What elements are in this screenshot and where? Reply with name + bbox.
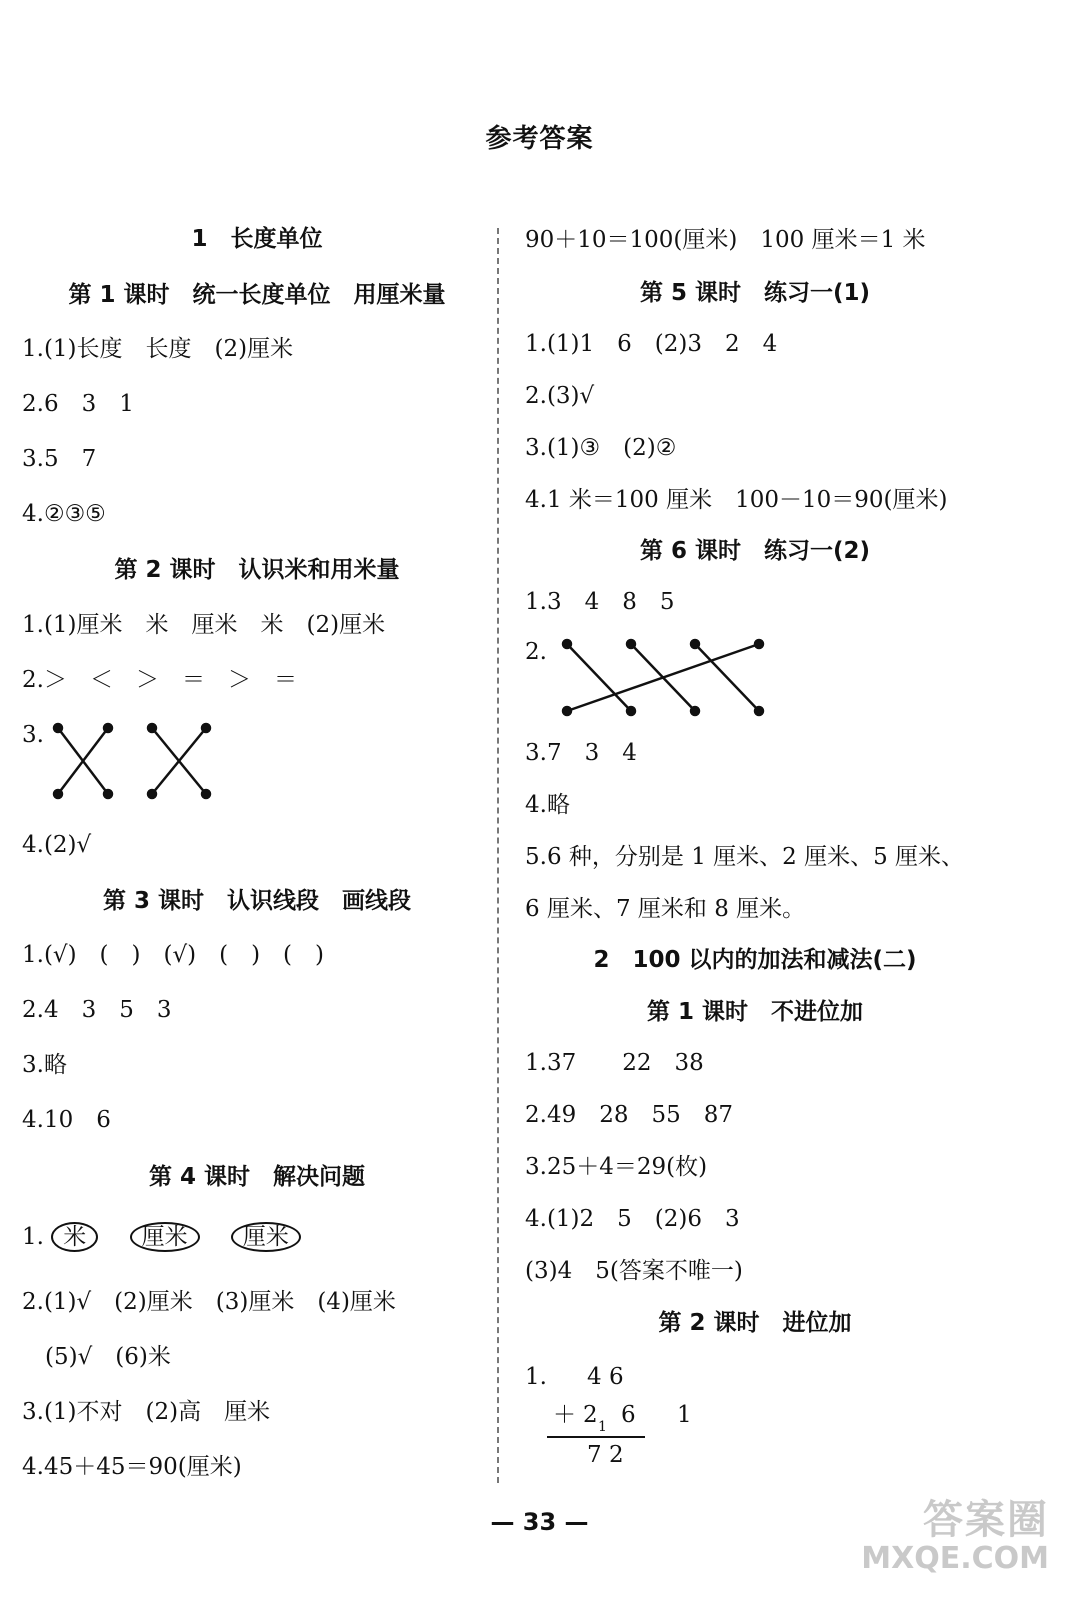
dot — [54, 790, 62, 798]
vertical-side-note: 1 — [677, 1402, 692, 1428]
column-divider — [497, 228, 499, 1483]
unit-2-heading: 2 100 以内的加法和减法(二) — [593, 947, 917, 973]
matching-cross-diagram — [48, 720, 238, 800]
answer-line: 1.37 22 38 — [525, 1050, 704, 1076]
unit-2-lesson-2-heading: 第 2 课时 进位加 — [658, 1310, 852, 1336]
answer-line: 1.(1)长度 长度 (2)厘米 — [22, 336, 294, 362]
answer-line: 2.4 3 5 3 — [22, 997, 172, 1023]
lesson-2-heading: 第 2 课时 认识米和用米量 — [114, 557, 400, 583]
lesson-4-heading: 第 4 课时 解决问题 — [148, 1164, 366, 1190]
page-number: — 33 — — [490, 1508, 589, 1536]
vertical-carry-digit: 1 — [598, 1419, 607, 1435]
dot — [563, 640, 571, 648]
answer-line: 3.25＋4＝29(枚) — [525, 1154, 708, 1180]
vertical-sum-line — [547, 1436, 645, 1438]
dot — [627, 707, 635, 715]
dot — [148, 790, 156, 798]
vertical-second-tens: 2 — [583, 1402, 598, 1428]
answer-line: 90＋10＝100(厘米) 100 厘米＝1 米 — [525, 227, 926, 253]
answer-line: 3.7 3 4 — [525, 740, 637, 766]
answer-line: 4.(1)2 5 (2)6 3 — [525, 1206, 740, 1232]
vertical-second-ones: 6 — [621, 1402, 636, 1428]
question-label: 1. — [22, 1224, 44, 1250]
answer-line: 3.5 7 — [22, 446, 97, 472]
answer-line: 2.6 3 1 — [22, 391, 134, 417]
answer-line: 5.6 种，分别是 1 厘米、2 厘米、5 厘米、 — [525, 844, 965, 870]
dot — [202, 790, 210, 798]
dot — [755, 640, 763, 648]
answer-line: 2.＞ ＜ ＞ ＝ ＞ ＝ — [22, 667, 297, 693]
answer-line: (5)√ (6)米 — [22, 1344, 171, 1370]
dot — [691, 707, 699, 715]
answer-line: 2.49 28 55 87 — [525, 1102, 734, 1128]
question-label: 1. — [525, 1364, 547, 1390]
dot — [54, 724, 62, 732]
unit-1-heading: 1 长度单位 — [191, 226, 323, 252]
dot — [691, 640, 699, 648]
page-title: 参考答案 — [485, 124, 594, 154]
dot — [563, 707, 571, 715]
answer-line: 6 厘米、7 厘米和 8 厘米。 — [525, 896, 806, 922]
answer-line: 1.(1)1 6 (2)3 2 4 — [525, 331, 778, 357]
answer-line: 1.(√) ( ) (√) ( ) ( ) — [22, 942, 324, 968]
answer-line: 3. — [22, 722, 44, 748]
unit-2-lesson-1-heading: 第 1 课时 不进位加 — [646, 999, 864, 1025]
answer-line: 4.45＋45＝90(厘米) — [22, 1454, 242, 1480]
watermark-text: 答案圈 — [923, 1497, 1049, 1543]
vertical-result: 7 2 — [587, 1442, 624, 1468]
matching-lines-diagram — [559, 636, 769, 716]
answer-line: 1.3 4 8 5 — [525, 589, 675, 615]
answer-line: 4.略 — [525, 792, 570, 818]
dot — [104, 790, 112, 798]
dot — [104, 724, 112, 732]
answer-line: 4.(2)√ — [22, 832, 92, 858]
match-line — [567, 644, 759, 711]
vertical-operator: ＋ — [553, 1402, 576, 1428]
circled-answer: 厘米 — [130, 1222, 200, 1252]
vertical-top-row: 4 6 — [587, 1364, 624, 1390]
watermark-url: MXQE.COM — [861, 1541, 1049, 1576]
circled-answer: 厘米 — [231, 1222, 301, 1252]
answer-line: (3)4 5(答案不唯一) — [525, 1258, 743, 1284]
dot — [755, 707, 763, 715]
answer-line: 2. — [525, 639, 547, 665]
lesson-3-heading: 第 3 课时 认识线段 画线段 — [102, 888, 412, 914]
answer-line: 3.略 — [22, 1052, 67, 1078]
dot — [202, 724, 210, 732]
answer-line: 2.(3)√ — [525, 383, 595, 409]
dot — [627, 640, 635, 648]
answer-line: 1.(1)厘米 米 厘米 米 (2)厘米 — [22, 612, 386, 638]
circled-answer: 米 — [51, 1222, 98, 1252]
answer-line: 4.1 米＝100 厘米 100－10＝90(厘米) — [525, 487, 948, 513]
answer-line: 3.(1)③ (2)② — [525, 435, 677, 461]
lesson-6-heading: 第 6 课时 练习一(2) — [639, 538, 871, 564]
answer-line: 3.(1)不对 (2)高 厘米 — [22, 1399, 271, 1425]
answer-line: 2.(1)√ (2)厘米 (3)厘米 (4)厘米 — [22, 1289, 396, 1315]
lesson-5-heading: 第 5 课时 练习一(1) — [639, 280, 871, 306]
lesson-1-heading: 第 1 课时 统一长度单位 用厘米量 — [68, 282, 446, 308]
watermark — [861, 1498, 1049, 1576]
answer-line: 4.②③⑤ — [22, 501, 106, 527]
dot — [148, 724, 156, 732]
answer-line-circled — [22, 1222, 325, 1252]
answer-line: 4.10 6 — [22, 1107, 111, 1133]
